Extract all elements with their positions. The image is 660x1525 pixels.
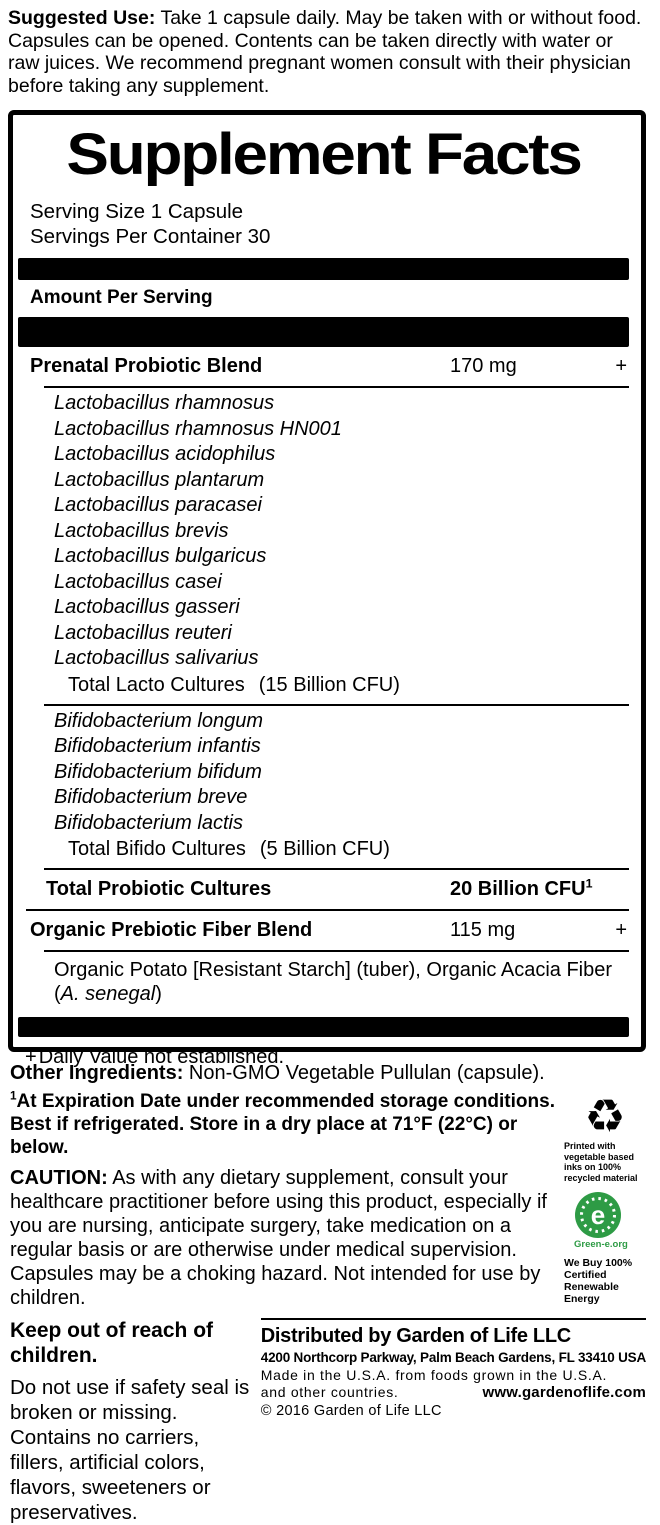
footnote-caution-column (10, 1090, 564, 1310)
species-item: Lactobacillus reuteri (54, 621, 232, 644)
separator-bar (18, 317, 629, 347)
made-in-line2-row (261, 1384, 646, 1401)
distributor-address: 4200 Northcorp Parkway, Palm Beach Gardens, FL 33410 USA (260, 1350, 646, 1365)
fiber-blend-name: Organic Prebiotic Fiber Blend (30, 919, 313, 941)
footnote-caution-row (10, 1090, 646, 1310)
caution-label: CAUTION: (10, 1167, 108, 1189)
copyright-line: © 2016 Garden of Life LLC (260, 1403, 442, 1419)
lacto-total-label: Total Lacto Cultures (68, 673, 245, 696)
separator-bar (18, 258, 629, 280)
safety-distributor-row (10, 1318, 646, 1525)
panel-title: Supplement Facts (66, 122, 581, 187)
safety-seal-text: Do not use if safety seal is broken or missing. Contains no carriers, fillers, artificial colors, flavors, sweeteners or preservatives. (10, 1376, 250, 1524)
expiration-footnote-text: At Expiration Date under recommended storage conditions. Best if refrigerated. Store in a dry place at 71°F (22°C) or below. (10, 1091, 555, 1158)
species-item: Lactobacillus rhamnosus HN001 (54, 417, 342, 440)
probiotic-blend-row (18, 347, 629, 386)
lacto-total-value: (15 Billion CFU) (258, 673, 400, 696)
expiration-footnote (10, 1090, 558, 1159)
daily-value-text: Daily Value not established. (38, 1046, 285, 1068)
serving-info (18, 200, 629, 249)
probiotic-blend-amount: 170 mg (450, 355, 517, 377)
bifido-species-list (54, 706, 629, 837)
total-probiotic-row (18, 870, 629, 909)
footnote-marker: 1 (10, 1089, 17, 1103)
bifido-total-line (68, 836, 629, 868)
serving-size: Serving Size 1 Capsule (30, 200, 244, 223)
distributor-name: Distributed by Garden of Life LLC (260, 1325, 571, 1347)
probiotic-blend-dv: + (615, 355, 627, 377)
keep-out-warning: Keep out of reach of children. (10, 1319, 214, 1367)
amount-per-serving-header: Amount Per Serving (30, 287, 213, 308)
suggested-use-paragraph (0, 0, 654, 97)
total-probiotic-amount: 20 Billion CFU$^1$ (450, 876, 593, 900)
species-item: Bifidobacterium breve (54, 786, 248, 808)
species-item: Bifidobacterium lactis (54, 811, 243, 834)
species-item: Bifidobacterium longum (54, 709, 263, 732)
total-probiotic-label: Total Probiotic Cultures (46, 878, 272, 900)
fiber-sub-ingredients: Organic Potato [Resistant Starch] (tuber), Organic Acacia Fiber (A. senegal) (54, 959, 613, 1005)
species-item: Lactobacillus brevis (54, 519, 229, 542)
renewable-energy-note: We Buy 100% Certified Renewable Energy (564, 1257, 633, 1305)
bifido-total-value: (5 Billion CFU) (259, 838, 390, 860)
suggested-use-text: Take 1 capsule daily. May be taken with or without food. Capsules can be opened. Contents can be taken directly with water or raw juices. We recommend pregnant women consult with their physician before taking any supplement. (8, 7, 642, 97)
servings-per-container: Servings Per Container 30 (30, 224, 271, 248)
svg-text:e: e (590, 1200, 606, 1230)
species-item: Bifidobacterium infantis (54, 735, 261, 757)
species-item: Lactobacillus gasseri (54, 596, 240, 618)
made-in-line2: and other countries. (260, 1384, 399, 1400)
fiber-blend-amount: 115 mg (450, 919, 516, 941)
species-item: Bifidobacterium bifidum (54, 760, 262, 783)
fiber-blend-dv: + (615, 919, 627, 941)
species-item: Lactobacillus casei (54, 570, 222, 593)
distributor-column (261, 1318, 646, 1525)
species-item: Lactobacillus bulgaricus (54, 545, 267, 567)
probiotic-blend-name: Prenatal Probiotic Blend (30, 355, 263, 377)
other-ingredients-text: Non-GMO Vegetable Pullulan (capsule). (183, 1062, 545, 1084)
safety-column (10, 1318, 261, 1525)
caution-text: As with any dietary supplement, consult your healthcare practitioner before using this product, especially if you are nursing, anticipate surgery, take medication on a regular basis or are otherwise under medical supervision. Capsules may be a choking hazard. Not intended for use by children. (10, 1167, 547, 1309)
lacto-species-list (54, 388, 629, 672)
recycle-icon: ♻ (584, 1090, 626, 1142)
footnote-marker: 1 (585, 876, 593, 891)
fiber-species-italic: A. senegal (60, 983, 156, 1005)
eco-certifications-column (564, 1090, 646, 1310)
label-footer (0, 1061, 654, 1525)
caution-paragraph (10, 1166, 558, 1310)
fiber-blend-row (18, 911, 629, 950)
green-e-logo-icon (574, 1191, 622, 1239)
species-item: Lactobacillus rhamnosus (54, 392, 275, 414)
separator-bar (18, 1017, 629, 1037)
daily-value-marker: + (25, 1046, 37, 1068)
supplement-facts-panel (8, 110, 646, 1068)
lacto-total-line (68, 672, 629, 704)
other-ingredients-label: Other Ingredients: (10, 1062, 184, 1084)
bifido-total-label: Total Bifido Cultures (68, 838, 246, 860)
green-e-org-label: Green-e.org (574, 1239, 628, 1250)
species-item: Lactobacillus plantarum (54, 468, 265, 491)
made-in-line1: Made in the U.S.A. from foods grown in the U.S.A. (260, 1367, 608, 1383)
suggested-use-label: Suggested Use: (8, 7, 156, 29)
species-item: Lactobacillus paracasei (54, 494, 262, 516)
website-link[interactable]: www.gardenoflife.com (482, 1384, 646, 1401)
species-item: Lactobacillus salivarius (54, 647, 259, 669)
recycled-material-note: Printed with vegetable based inks on 100% recycled material (564, 1141, 638, 1183)
species-item: Lactobacillus acidophilus (54, 443, 276, 465)
daily-value-note (18, 1037, 629, 1069)
